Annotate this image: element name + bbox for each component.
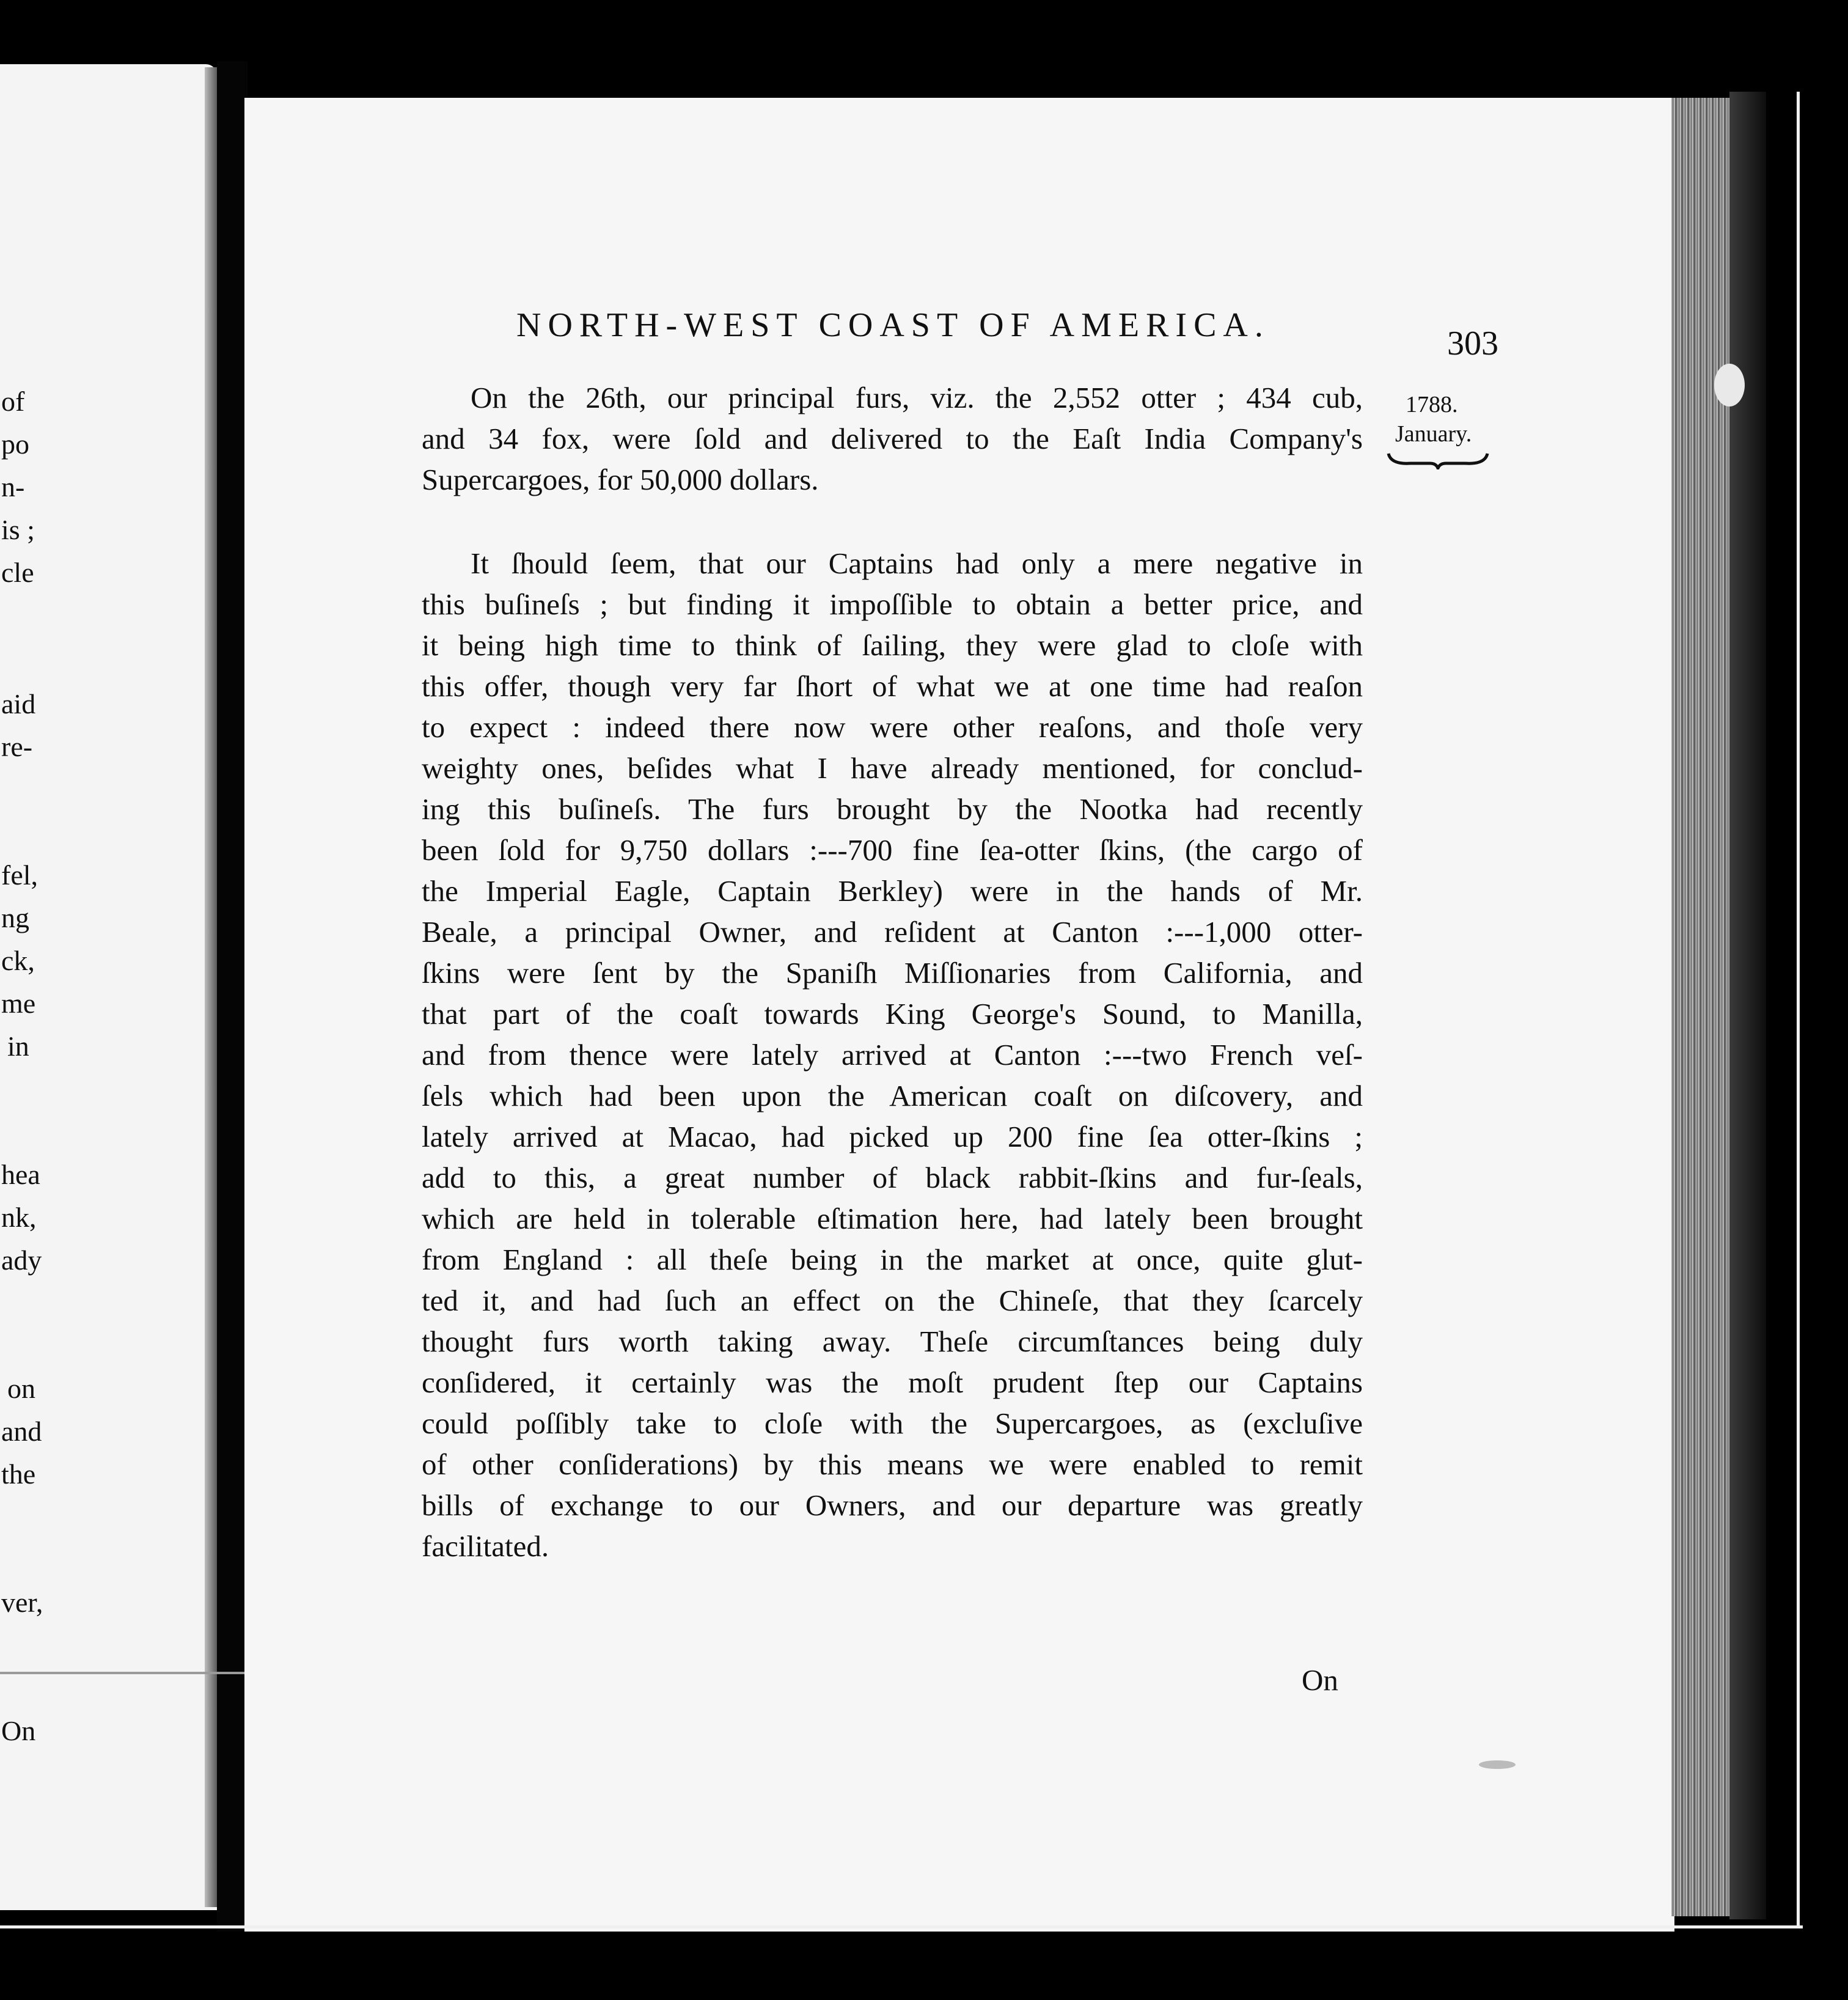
text-line: of other conſiderations) by this means we were enabled to remit: [422, 1447, 1363, 1481]
text-line: and from thence were lately arrived at Canton :---two French veſ-: [422, 1038, 1363, 1072]
text-line: ing this buſineſs. The furs brought by the Nootka had recently: [422, 792, 1363, 826]
left-page-fragment: aid: [1, 688, 36, 719]
margin-brace-icon: [1386, 451, 1490, 469]
text-line: which are held in tolerable eſtimation here, had lately been brought: [422, 1202, 1363, 1235]
scan-frame-line: [1797, 92, 1800, 1925]
running-title: NORTH-WEST COAST OF AMERICA.: [516, 306, 1270, 344]
text-line: the Imperial Eagle, Captain Berkley) were in the hands of Mr.: [422, 874, 1363, 908]
left-page-fragment: of: [1, 386, 25, 417]
text-line: ted it, and had ſuch an effect on the Chineſe, that they ſcarcely: [422, 1284, 1363, 1317]
paper-stain: [1714, 364, 1745, 406]
text-line: On the 26th, our principal furs, viz. the 2,552 otter ; 434 cub,: [471, 381, 1363, 414]
paragraph-2: [422, 543, 1363, 1567]
left-page-fragment: fel,: [1, 859, 38, 891]
scan-frame-line: [0, 1672, 244, 1674]
left-page-fragment: re-: [1, 731, 33, 762]
text-line: to expect : indeed there now were other reaſons, and thoſe very: [422, 710, 1363, 744]
left-page-fragment: is ;: [1, 514, 35, 545]
left-page-fragment: me: [1, 988, 36, 1019]
margin-note-month: January.: [1395, 421, 1472, 447]
margin-note-year: 1788.: [1406, 392, 1458, 417]
left-page-fragment: ady: [1, 1244, 42, 1276]
left-page-fragment: cle: [1, 557, 34, 588]
text-line: been ſold for 9,750 dollars :---700 fine ſea-otter ſkins, (the cargo of: [422, 833, 1363, 867]
text-line: could poſſibly take to cloſe with the Supercargoes, as (excluſive: [422, 1406, 1363, 1440]
left-page-fragment: hea: [1, 1159, 40, 1190]
text-line: Beale, a principal Owner, and reſident at Canton :---1,000 otter-: [422, 915, 1363, 949]
text-line: ſkins were ſent by the Spaniſh Miſſionaries from California, and: [422, 956, 1363, 990]
left-page-fragment: On: [1, 1715, 36, 1746]
left-page-fragment: on: [7, 1373, 35, 1404]
paper-stain: [1479, 1760, 1516, 1769]
left-page-fragment: n-: [1, 471, 25, 502]
left-page-fragment: ver,: [1, 1587, 43, 1618]
paragraph-1: [422, 377, 1363, 500]
text-line: facilitated.: [422, 1529, 549, 1563]
text-line: add to this, a great number of black rabbit-ſkins and fur-ſeals,: [422, 1161, 1363, 1194]
text-line: it being high time to think of ſailing, they were glad to cloſe with: [422, 628, 1363, 662]
text-line: lately arrived at Macao, had picked up 200 fine ſea otter-ſkins ;: [422, 1120, 1363, 1153]
text-line: weighty ones, beſides what I have already mentioned, for conclud-: [422, 751, 1363, 785]
text-line: from England : all theſe being in the market at once, quite glut-: [422, 1243, 1363, 1276]
left-page-fragment: ng: [1, 902, 29, 933]
left-page-fragment: in: [7, 1031, 29, 1062]
text-line: and 34 fox, were ſold and delivered to the Eaſt India Company's: [422, 422, 1363, 455]
book-binding: [217, 61, 248, 1932]
left-page-fragment: the: [1, 1458, 36, 1490]
text-line: bills of exchange to our Owners, and our departure was greatly: [422, 1488, 1363, 1522]
left-page-fragment: ck,: [1, 945, 35, 976]
scan-frame-line: [0, 1925, 1803, 1928]
text-line: It ſhould ſeem, that our Captains had only a mere negative in: [471, 546, 1363, 580]
text-line: ſels which had been upon the American coaſt on diſcovery, and: [422, 1079, 1363, 1112]
text-line: Supercargoes, for 50,000 dollars.: [422, 463, 819, 496]
text-line: this buſineſs ; but finding it impoſſible to obtain a better price, and: [422, 587, 1363, 621]
left-page-fragment: po: [1, 428, 29, 460]
page-number: 303: [1447, 325, 1498, 362]
text-line: thought furs worth taking away. Theſe circumſtances being duly: [422, 1325, 1363, 1358]
left-page-fragment: nk,: [1, 1202, 37, 1233]
text-line: that part of the coaſt towards King George's Sound, to Manilla,: [422, 997, 1363, 1031]
left-page-fragment: and: [1, 1416, 42, 1447]
text-line: this offer, though very far ſhort of what we at one time had reaſon: [422, 669, 1363, 703]
text-line: conſidered, it certainly was the moſt prudent ſtep our Captains: [422, 1366, 1363, 1399]
catchword: On: [1302, 1663, 1338, 1697]
